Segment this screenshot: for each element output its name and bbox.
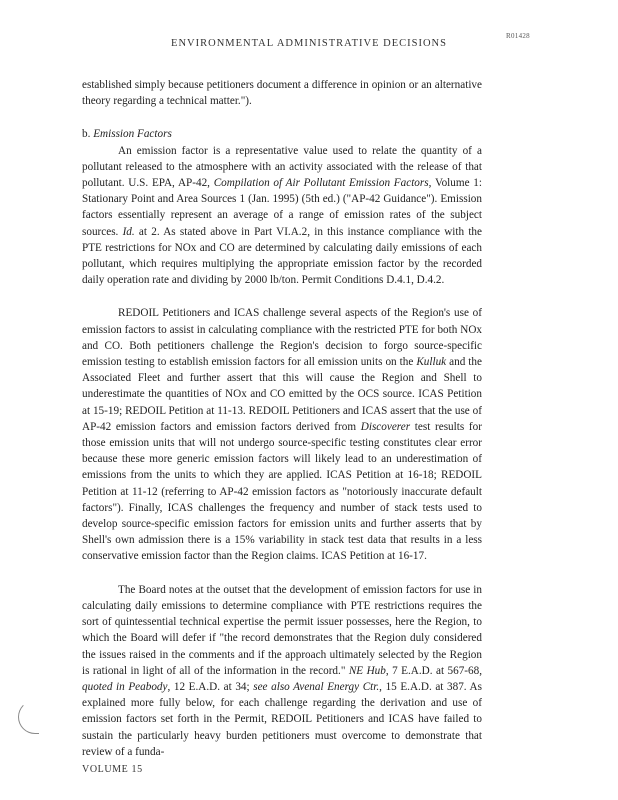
case-citation: NE Hub bbox=[348, 664, 386, 677]
paragraph-text: , Volume 1: Stationary Point and Area Sources 1 (Jan. 1995) (5th ed.) ("AP-42 Guidance"). Emission factors essentially represent an average of a range of emission rates of the subject sources. bbox=[82, 177, 482, 238]
case-citation: quoted in Peabody bbox=[82, 680, 168, 693]
paragraph-text: REDOIL Petitioners and ICAS challenge several aspects of the Region's use of emission factors to assist in calculating compliance with the restricted PTE for both NOx and CO. Both petitioners challenge the Region's decision to forgo source-specific emission testing to establish emission factors for all emission units on the bbox=[82, 307, 482, 369]
page-body bbox=[82, 77, 482, 760]
vessel-name: Kulluk bbox=[416, 356, 447, 369]
subheading-title: Emission Factors bbox=[93, 128, 172, 141]
subheading-label: b. bbox=[82, 128, 91, 141]
paragraph-text: The Board notes at the outset that the development of emission factors for use in calculating daily emissions to determine compliance with PTE restrictions requires the sort of quintessential technical expertise the permit issuer possesses, here the Region, to which the Board will defer if "the record demonstrates that the Region duly considered the issues raised in the comments and if the approach ultimately selected by the Region is rational in light of all of the information in the record." bbox=[82, 583, 482, 677]
citation-title: Compilation of Air Pollutant Emission Factors bbox=[213, 177, 429, 190]
paragraph-text: at 2. As stated above in Part VI.A.2, in this instance compliance with the PTE restrictions for NOx and CO are determined by calculating daily emissions of each pollutant, which requires multiplying the appropriate emission factor by the recorded daily operation rate and dividing by 2000 lb/ton. Permit Conditions D.4.1, D.4.2. bbox=[82, 225, 482, 287]
running-footer: VOLUME 15 bbox=[82, 764, 143, 775]
paragraph-text: test results for those emission units that will not undergo source-specific testing constitutes clear error because these more generic emission factors will likely lead to an underestimation of emissions from the units to which they are applied. ICAS Petition at 16-18; REDOIL Petition at 11-12 (referring to AP-42 emission factors as "notoriously inaccurate default factors"). Finally, ICAS challenges the frequency and number of stack tests used to develop source-specific emission factors for emission units and further asserts that by Shell's own admission there is a 15% variability in stack test data that results in a less conservative emission factor than the Region claims. ICAS Petition at 16-17. bbox=[82, 420, 482, 563]
paragraph-petitioner-challenges bbox=[82, 305, 482, 564]
running-header: ENVIRONMENTAL ADMINISTRATIVE DECISIONS bbox=[171, 38, 447, 49]
paragraph-board-analysis bbox=[82, 582, 482, 760]
carryover-paragraph: established simply because petitioners document a difference in opinion or an alternative theory regarding a technical matter."). bbox=[82, 79, 482, 108]
binder-mark-icon bbox=[18, 700, 39, 734]
paragraph-text: , 15 E.A.D. at 387. As explained more fully below, for each challenge regarding the derivation and use of emission factors set forth in the Permit, REDOIL Petitioners and ICAS have failed to sustain the particularly heavy burden petitioners must overcome to demonstrate that review of a funda- bbox=[82, 680, 482, 758]
page-stamp: R01428 bbox=[506, 32, 530, 40]
paragraph-text: , 7 E.A.D. at 567-68, bbox=[385, 664, 482, 677]
paragraph-emission-factor-definition bbox=[82, 143, 482, 289]
paragraph-text: and the Associated Fleet and further assert that this will cause the Region and Shell to underestimate the quantities of NOx and CO emitted by the OCS source. ICAS Petition at 15-19; REDOIL Petition at 11-13. REDOIL Petitioners and ICAS assert that the use of AP-42 emission factors and emission factors derived from bbox=[82, 356, 482, 433]
paragraph-text: , 12 E.A.D. at 34; bbox=[167, 680, 254, 693]
citation-id: Id. bbox=[122, 225, 135, 238]
case-citation: see also Avenal Energy Ctr. bbox=[253, 680, 380, 693]
section-subheading bbox=[82, 126, 482, 142]
vessel-name: Discoverer bbox=[360, 420, 411, 433]
paragraph-text: An emission factor is a representative value used to relate the quantity of a pollutant released to the atmosphere with an activity associated with the release of that pollutant. U.S. EPA, AP-42, bbox=[82, 144, 482, 190]
